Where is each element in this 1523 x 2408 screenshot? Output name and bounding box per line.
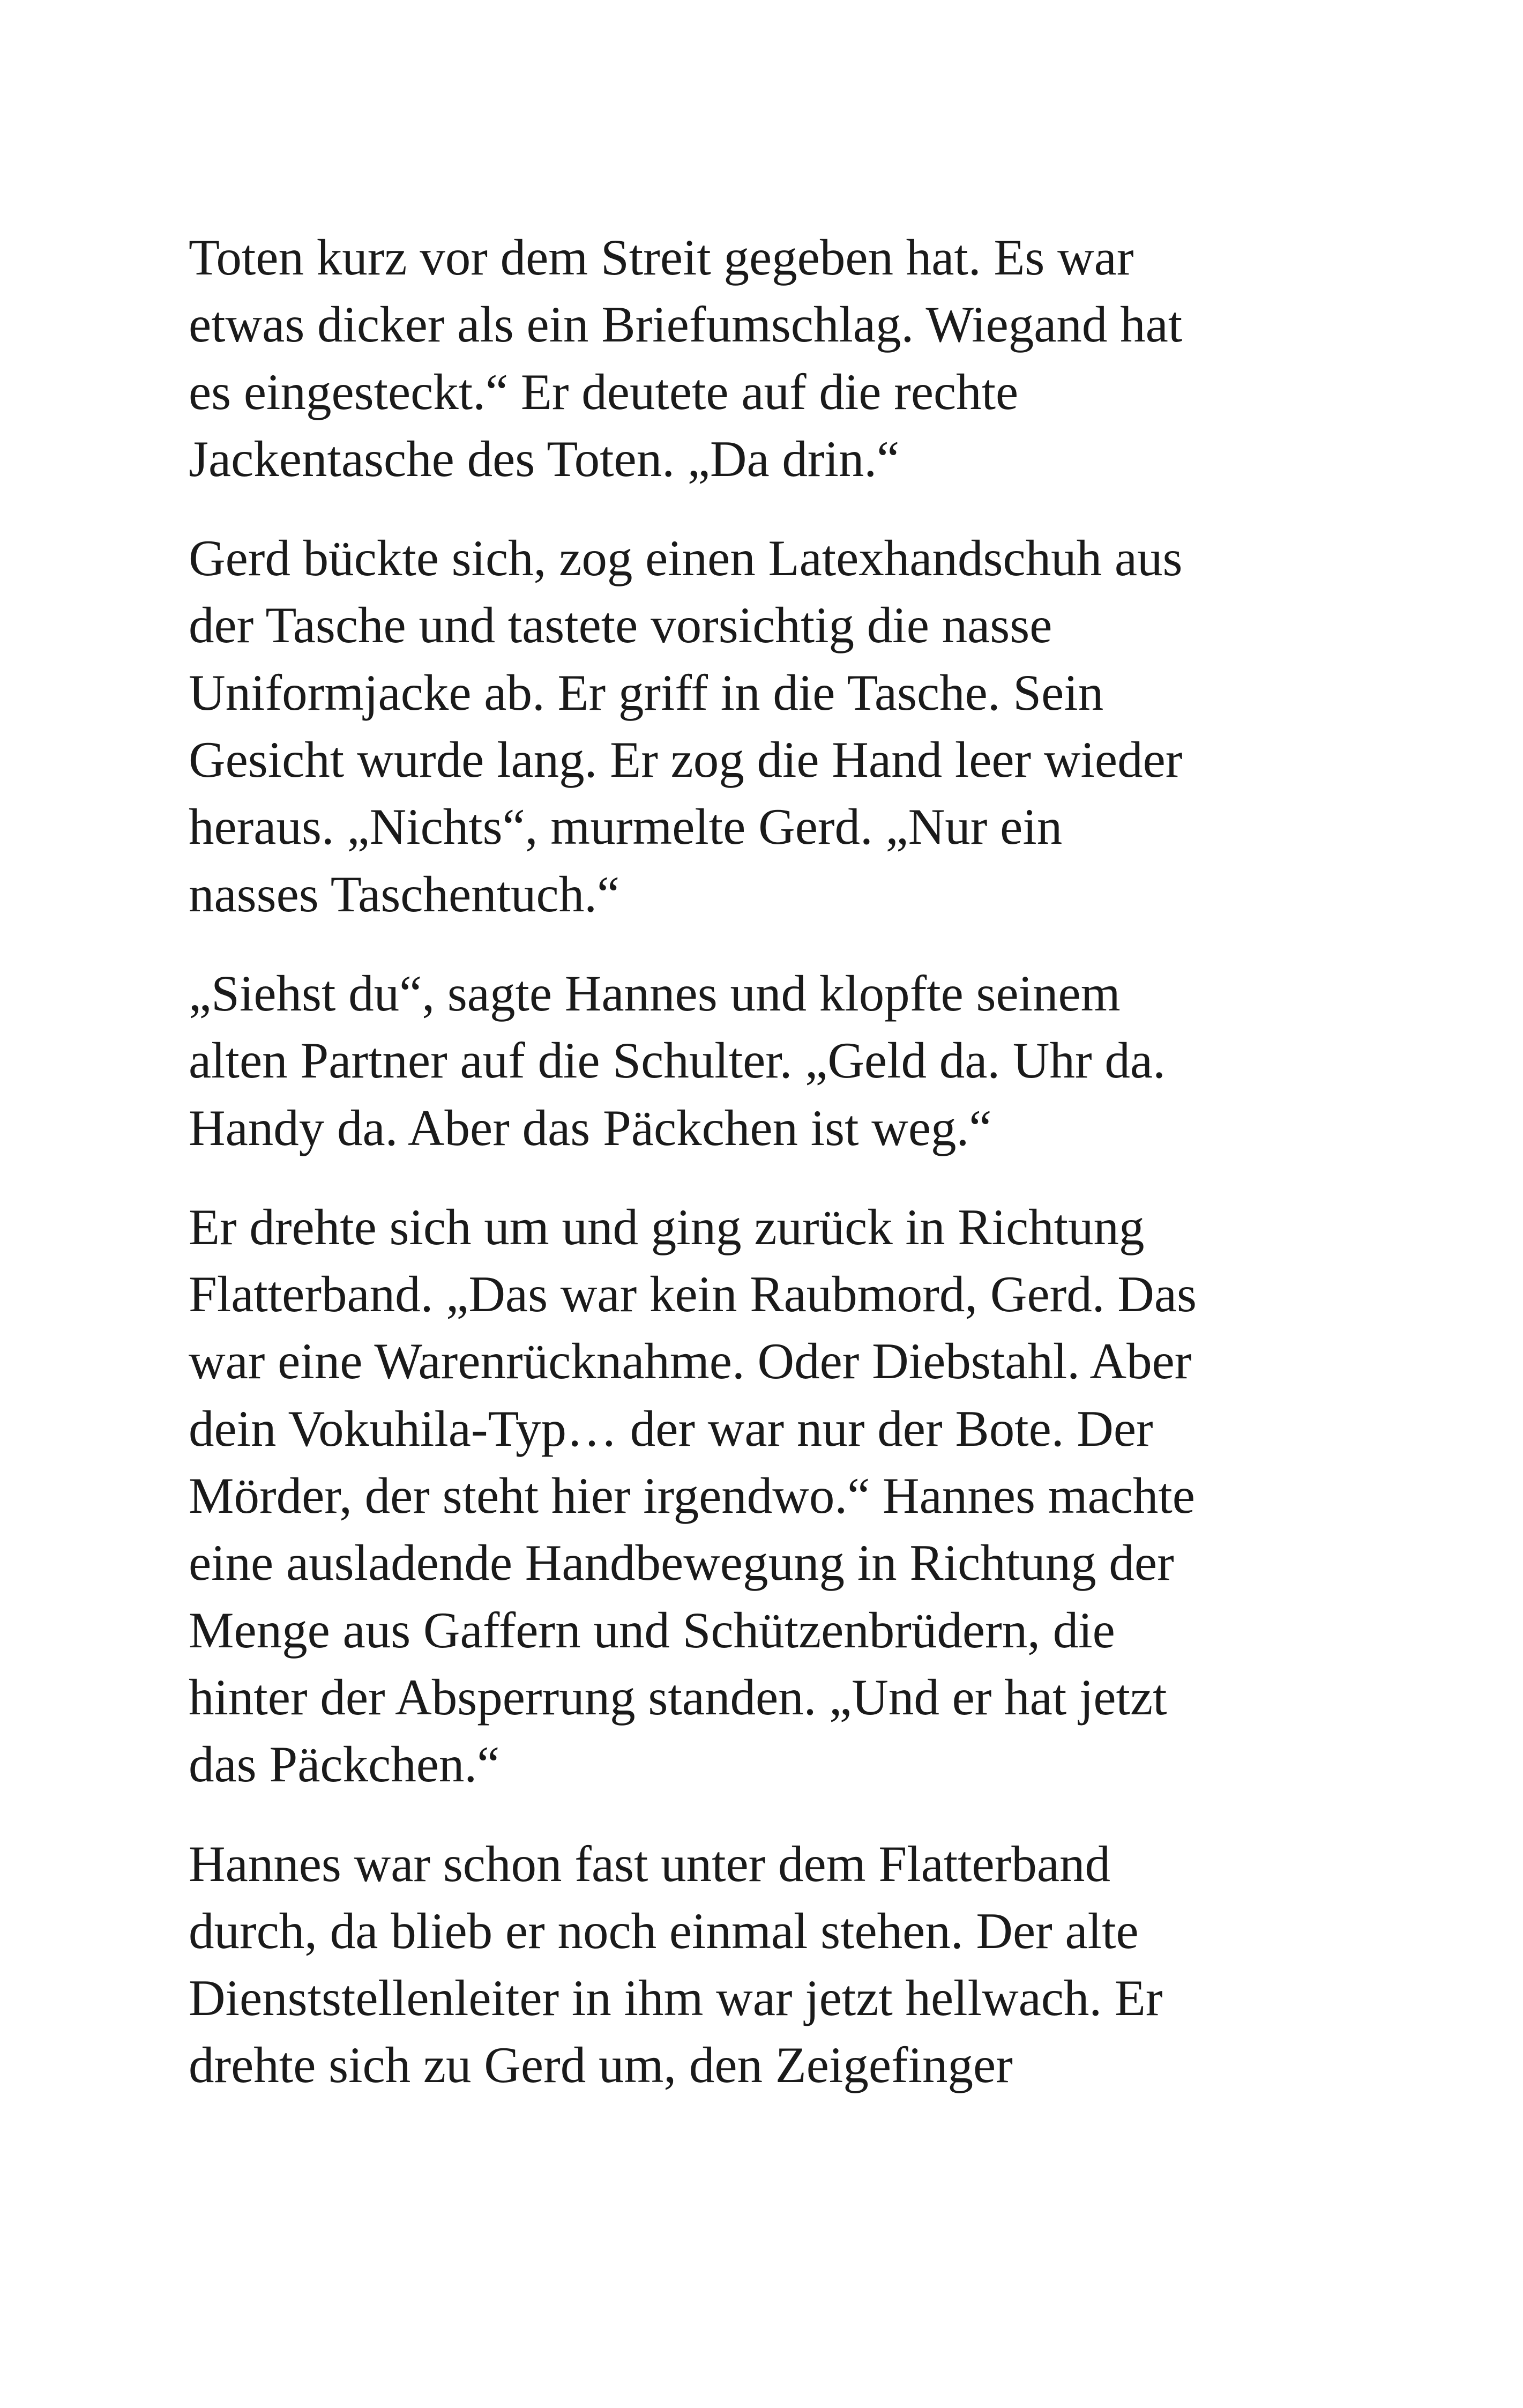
text-line: das Päckchen.“ <box>189 1736 500 1793</box>
text-line: durch, da blieb er noch einmal stehen. Der alte <box>189 1902 1139 1959</box>
text-line: alten Partner auf die Schulter. „Geld da. Uhr da. <box>189 1032 1166 1089</box>
text-line: Er drehte sich um und ging zurück in Richtung <box>189 1198 1145 1255</box>
text-line: Gerd bückte sich, zog einen Latexhandschuh aus <box>189 530 1183 587</box>
text-line: „Siehst du“, sagte Hannes und klopfte seinem <box>189 964 1121 1022</box>
paragraph-2 <box>189 525 1475 928</box>
paragraph-4 <box>189 1194 1475 1798</box>
text-line: Handy da. Aber das Päckchen ist weg.“ <box>189 1099 992 1156</box>
text-line: heraus. „Nichts“, murmelte Gerd. „Nur ein <box>189 798 1063 856</box>
text-line: der Tasche und tastete vorsichtig die nasse <box>189 597 1052 654</box>
text-line: dein Vokuhila-Typ… der war nur der Bote. Der <box>189 1400 1153 1457</box>
text-line: Uniformjacke ab. Er griff in die Tasche. Sein <box>189 664 1104 721</box>
text-line: drehte sich zu Gerd um, den Zeigefinger <box>189 2037 1013 2094</box>
text-line: eine ausladende Handbewegung in Richtung der <box>189 1534 1174 1592</box>
text-line: Flatterband. „Das war kein Raubmord, Gerd. Das <box>189 1266 1197 1323</box>
text-line: Mörder, der steht hier irgendwo.“ Hannes machte <box>189 1467 1195 1525</box>
text-line: Gesicht wurde lang. Er zog die Hand leer wieder <box>189 731 1183 789</box>
text-line: Menge aus Gaffern und Schützenbrüdern, die <box>189 1601 1115 1659</box>
text-line: hinter der Absperrung standen. „Und er hat jetzt <box>189 1668 1167 1726</box>
text-line: Toten kurz vor dem Streit gegeben hat. Es war <box>189 229 1134 286</box>
text-line: nasses Taschentuch.“ <box>189 865 620 923</box>
paragraph-5 <box>189 1831 1475 2099</box>
text-line: Dienststellenleiter in ihm war jetzt hellwach. Er <box>189 1969 1163 2027</box>
text-line: etwas dicker als ein Briefumschlag. Wiegand hat <box>189 296 1183 353</box>
paragraph-3 <box>189 960 1475 1162</box>
text-line: war eine Warenrücknahme. Oder Diebstahl. Aber <box>189 1333 1192 1390</box>
body-text <box>189 224 1475 2131</box>
paragraph-1 <box>189 224 1475 493</box>
text-line: Jackentasche des Toten. „Da drin.“ <box>189 430 900 487</box>
text-line: Hannes war schon fast unter dem Flatterband <box>189 1835 1111 1892</box>
text-line: es eingesteckt.“ Er deutete auf die rechte <box>189 363 1019 420</box>
